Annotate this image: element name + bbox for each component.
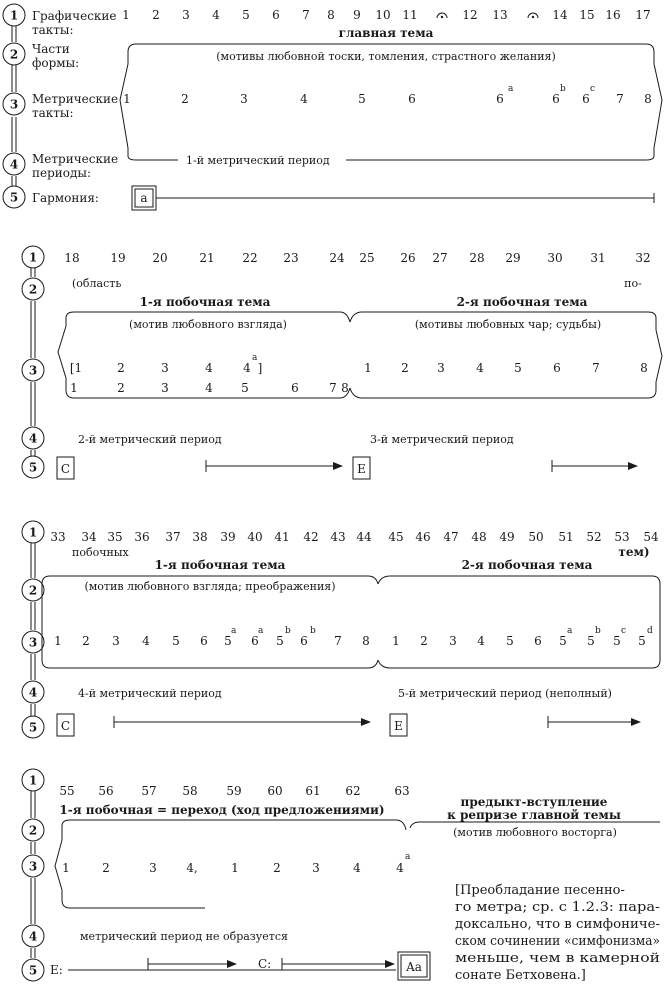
svg-text:5: 5: [9, 190, 19, 205]
graphic-bar: 3: [182, 8, 190, 22]
graphic-bar: 39: [220, 530, 236, 544]
theme-bracket-1: [62, 820, 406, 840]
metric-bar: 2: [401, 361, 409, 375]
graphic-bar: 54: [643, 530, 659, 544]
circle-1: [22, 769, 44, 791]
metric-bar: 7: [329, 381, 337, 395]
metric-bar: 3: [161, 361, 169, 375]
metric-bar: 7: [334, 634, 342, 648]
graphic-bar: 5: [242, 8, 250, 22]
theme-bracket-2: [378, 576, 660, 600]
svg-text:2: 2: [9, 47, 19, 62]
metric-bar: 5: [613, 634, 621, 648]
svg-text:5: 5: [28, 720, 38, 735]
metric-bar: 5: [506, 634, 514, 648]
metric-bar: 3: [437, 361, 445, 375]
graphic-bar: 40: [247, 530, 263, 544]
graphic-bar: 42: [303, 530, 319, 544]
graphic-bar: 51: [558, 530, 574, 544]
svg-text:E: E: [357, 462, 366, 476]
graphic-bar: 30: [547, 251, 563, 265]
svg-text:C: C: [60, 462, 71, 476]
metric-bar: 5: [559, 634, 567, 648]
metric-sup: b: [560, 84, 566, 94]
metric-bar: [1: [69, 361, 83, 375]
harmony-a: [132, 186, 156, 210]
graphic-bar: 7: [302, 8, 310, 22]
metric-bar: 5: [241, 381, 249, 395]
metric-bars-3: [364, 361, 648, 375]
graphic-bar: 22: [242, 251, 258, 265]
metric-bar: 1: [123, 92, 131, 106]
metric-bar: 6: [534, 634, 542, 648]
graphic-bar: 55: [59, 784, 75, 798]
metric-bar: 4: [243, 361, 251, 375]
metric-bar: 4: [396, 861, 404, 875]
graphic-bar: 6: [272, 8, 280, 22]
circle-2: [22, 819, 44, 841]
graphic-bar: 33: [50, 530, 66, 544]
graphic-bar: 4: [212, 8, 220, 22]
circle-1: [22, 521, 44, 543]
metric-bar: 7: [592, 361, 600, 375]
svg-text:1: 1: [9, 8, 19, 23]
graphic-bar: 59: [226, 784, 242, 798]
graphic-bar: 10: [375, 8, 391, 22]
metric-sup: a: [231, 626, 237, 636]
arrow-head-icon: [631, 718, 641, 726]
label-graphic-bars-2: такты:: [32, 23, 74, 37]
metric-period-2: 2-й метрический период: [78, 433, 222, 446]
metric-bar: 4: [476, 361, 484, 375]
graphic-bar: 27: [432, 251, 448, 265]
label-metric-periods-2: периоды:: [32, 166, 91, 180]
svg-text:4: 4: [9, 157, 19, 172]
graphic-bar: 9: [353, 8, 361, 22]
graphic-bar: 58: [182, 784, 198, 798]
metric-bar: 6: [496, 92, 504, 106]
graphic-bar: 49: [499, 530, 515, 544]
graphic-bar: 16: [605, 8, 621, 22]
circle-5: [22, 959, 44, 981]
metric-sup: b: [310, 626, 316, 636]
metric-bar: 4: [142, 634, 150, 648]
section-1: [3, 4, 662, 210]
metric-sup: c: [590, 84, 596, 94]
graphic-bar: 25: [359, 251, 375, 265]
metric-bar: 3: [449, 634, 457, 648]
svg-text:C: C: [60, 719, 71, 733]
metric-bar: 6: [582, 92, 590, 106]
svg-text:сонате Бетховена.]: сонате Бетховена.]: [455, 968, 586, 983]
theme-secondary-2: 2-я побочная тема: [461, 558, 593, 572]
svg-text:5: 5: [28, 963, 38, 978]
svg-text:Aa: Aa: [406, 960, 422, 974]
motive-main: (мотивы любовной тоски, томления, страстного желания): [216, 50, 556, 63]
svg-text:4: 4: [28, 685, 38, 700]
label-form-parts-1: Части: [32, 42, 70, 56]
graphic-bar: 50: [528, 530, 544, 544]
svg-text:2: 2: [28, 823, 38, 838]
motive-rapture: (мотив любовного восторга): [453, 826, 617, 839]
metric-bar: 1: [54, 634, 62, 648]
arrow-head-icon: [628, 462, 638, 470]
metric-bar: 3: [149, 861, 157, 875]
motive-secondary-1: (мотив любовного взгляда): [129, 318, 287, 331]
svg-text:3: 3: [28, 363, 38, 378]
svg-text:a: a: [140, 191, 148, 205]
area-label: (область: [72, 277, 122, 290]
metric-sup: b: [595, 626, 601, 636]
graphic-bars-4: [59, 784, 409, 798]
circle-3: [22, 359, 44, 381]
graphic-bar: 14: [552, 8, 568, 22]
metric-bar: 8: [341, 381, 349, 395]
circle-3: [22, 855, 44, 877]
metric-bar: 2: [102, 861, 110, 875]
svg-text:3: 3: [28, 635, 38, 650]
graphic-bar: 41: [274, 530, 290, 544]
metric-sup: c: [621, 626, 627, 636]
metric-bar: 6: [553, 361, 561, 375]
label-form-parts-2: формы:: [32, 56, 80, 70]
harmony-c: [57, 457, 74, 479]
metric-bar: 2: [117, 361, 125, 375]
circle-2: [22, 278, 44, 300]
metric-bar: 1: [70, 381, 78, 395]
graphic-bar: 21: [199, 251, 215, 265]
metric-bar: 5: [224, 634, 232, 648]
metric-bars-1: [123, 84, 652, 106]
pre-dominant-title-2: к репризе главной темы: [447, 808, 621, 822]
graphic-bar: 48: [471, 530, 487, 544]
metric-bar: 4: [205, 381, 213, 395]
metric-bar: 7: [616, 92, 624, 106]
section-4: [22, 769, 660, 983]
metric-period-3: 3-й метрический период: [370, 433, 514, 446]
harmony-aa: [398, 952, 430, 980]
graphic-bar: 28: [469, 251, 485, 265]
graphic-bar: 23: [283, 251, 299, 265]
themes-word-end: тем): [618, 545, 650, 559]
graphic-bar: 29: [505, 251, 521, 265]
circle-3: [3, 93, 25, 115]
metric-bar: 1: [231, 861, 239, 875]
metric-bar: 1: [62, 861, 70, 875]
theme-secondary-1: 1-я побочная тема: [154, 558, 286, 572]
circle-2: [3, 43, 25, 65]
metric-bar: 5: [587, 634, 595, 648]
graphic-bar: 35: [107, 530, 123, 544]
graphic-bar: 44: [356, 530, 372, 544]
metric-bar: 2: [181, 92, 189, 106]
harmony-e: [390, 714, 407, 736]
metric-sup: a: [258, 626, 264, 636]
metric-bar: 5: [514, 361, 522, 375]
circle-4: [22, 427, 44, 449]
metric-bar: 3: [161, 381, 169, 395]
circle-5: [3, 186, 25, 208]
graphic-bar: 37: [165, 530, 181, 544]
metric-bar: 4: [353, 861, 361, 875]
graphic-bar: 62: [345, 784, 361, 798]
graphic-bar: 26: [400, 251, 416, 265]
graphic-bar: 60: [267, 784, 283, 798]
svg-text:3: 3: [28, 859, 38, 874]
metric-bar: 8: [640, 361, 648, 375]
graphic-bar: 38: [192, 530, 208, 544]
graphic-bar: 24: [329, 251, 345, 265]
metric-bar: 3: [312, 861, 320, 875]
metric-bar: 2: [420, 634, 428, 648]
metric-bar: 6: [408, 92, 416, 106]
svg-text:доксально, что в симфониче-: доксально, что в симфониче-: [455, 917, 660, 932]
label-metric-bars-2: такты:: [32, 106, 74, 120]
svg-text:E: E: [394, 719, 403, 733]
graphic-bar: 13: [492, 8, 508, 22]
graphic-bar: 17: [635, 8, 651, 22]
arrow-head-icon: [333, 462, 343, 470]
metric-bar: 4: [205, 361, 213, 375]
pre-dominant-title-1: предыкт-вступление: [460, 795, 608, 809]
theme-secondary-2: 2-я побочная тема: [456, 295, 588, 309]
theme-main: главная тема: [338, 26, 434, 40]
metric-bars-4: [54, 626, 370, 648]
motive-secondary-1: (мотив любовного взгляда; преображения): [84, 580, 336, 593]
graphic-bars-2: [64, 251, 650, 265]
metric-sup: d: [647, 626, 653, 636]
circle-4: [22, 681, 44, 703]
metric-period-none: метрический период не образуется: [80, 930, 288, 943]
metric-bar: 4,: [186, 861, 198, 875]
secondary-themes-word: побочных: [72, 546, 129, 559]
label-metric-bars-1: Метрические: [32, 92, 119, 106]
metric-sup: b: [285, 626, 291, 636]
circle-5: [22, 716, 44, 738]
circle-1: [22, 246, 44, 268]
metric-period-4: 4-й метрический период: [78, 687, 222, 700]
metric-bar: 5: [638, 634, 646, 648]
circle-5: [22, 456, 44, 478]
metric-bar: 6: [552, 92, 560, 106]
metric-bar: 3: [112, 634, 120, 648]
arrow-head-icon: [385, 960, 395, 968]
graphic-bar: 31: [590, 251, 606, 265]
graphic-bar: 52: [586, 530, 602, 544]
graphic-bar: 61: [305, 784, 321, 798]
area-label-cont: по-: [624, 277, 642, 290]
theme-secondary-1: 1-я побочная тема: [139, 295, 271, 309]
metric-sup: a: [567, 626, 573, 636]
graphic-bar: 47: [443, 530, 459, 544]
svg-text:4: 4: [28, 431, 38, 446]
graphic-bar: 36: [134, 530, 150, 544]
metric-sup: a: [405, 852, 411, 862]
graphic-bar: 2: [152, 8, 160, 22]
harmony-c: [57, 714, 74, 736]
graphic-bar: 53: [614, 530, 630, 544]
graphic-bar: 45: [388, 530, 404, 544]
metric-bar: 6: [291, 381, 299, 395]
graphic-bar: 63: [394, 784, 410, 798]
svg-text:5: 5: [28, 460, 38, 475]
graphic-bar: 12: [462, 8, 478, 22]
graphic-bar: 1: [122, 8, 130, 22]
graphic-bar: 20: [152, 251, 168, 265]
circle-4: [3, 153, 25, 175]
svg-text:го метра; ср. с 1.2.3: пара-: го метра; ср. с 1.2.3: пара-: [455, 900, 660, 915]
harmony-e: [353, 457, 370, 479]
theme-secondary-transition: 1-я побочная = переход (ход предложениями): [59, 803, 385, 817]
svg-text:ском сочинении «симфонизма»: ском сочинении «симфонизма»: [455, 934, 660, 949]
metric-sup: a: [252, 353, 258, 363]
label-harmony: Гармония:: [32, 191, 99, 205]
metric-bar: 8: [362, 634, 370, 648]
label-graphic-bars-1: Графические: [32, 9, 117, 23]
metric-bar: 5: [358, 92, 366, 106]
metric-bar: 2: [82, 634, 90, 648]
metric-bar: 5: [172, 634, 180, 648]
metric-bars-5: [392, 626, 653, 648]
svg-text:2: 2: [28, 282, 38, 297]
graphic-bar: 57: [141, 784, 157, 798]
metric-bar: 2: [273, 861, 281, 875]
commentary-note: [455, 883, 660, 983]
harmony-c: C:: [258, 957, 272, 971]
graphic-bar: 19: [110, 251, 126, 265]
svg-text:меньше, чем в камерной: меньше, чем в камерной: [455, 951, 660, 966]
metric-bar: 6: [251, 634, 259, 648]
graphic-bar: 43: [330, 530, 346, 544]
metric-bar: 6: [300, 634, 308, 648]
metric-bar: ]: [257, 361, 263, 375]
circle-4: [22, 925, 44, 947]
metric-bar: 1: [364, 361, 372, 375]
svg-text:[Преобладание песенно-: [Преобладание песенно-: [455, 883, 625, 898]
svg-text:1: 1: [28, 250, 38, 265]
circle-3: [22, 631, 44, 653]
arrow-head-icon: [227, 960, 237, 968]
graphic-bar: 56: [98, 784, 114, 798]
metric-bar: 2: [117, 381, 125, 395]
circle-1: [3, 4, 25, 26]
metric-bar: 6: [200, 634, 208, 648]
metric-bar: 4: [300, 92, 308, 106]
arrow-head-icon: [361, 718, 371, 726]
graphic-bars-3: [50, 530, 659, 544]
svg-text:2: 2: [28, 583, 38, 598]
section-3: [22, 521, 660, 738]
graphic-bars-1: [122, 8, 650, 22]
svg-text:1: 1: [28, 525, 38, 540]
metric-period-5: 5-й метрический период (неполный): [398, 687, 612, 700]
graphic-bar: 32: [635, 251, 651, 265]
svg-text:3: 3: [9, 97, 19, 112]
graphic-bar: 46: [415, 530, 431, 544]
metric-bar: 4: [477, 634, 485, 648]
graphic-bar: 15: [579, 8, 595, 22]
metric-period-1: 1-й метрический период: [186, 154, 330, 167]
harmony-e: E:: [50, 963, 63, 977]
svg-text:4: 4: [28, 929, 38, 944]
metric-bar: 5: [276, 634, 284, 648]
label-metric-periods-1: Метрические: [32, 152, 119, 166]
metric-bar: 1: [392, 634, 400, 648]
section-2: [22, 246, 662, 479]
metric-sup: a: [508, 84, 514, 94]
metric-bars-6: [62, 852, 411, 875]
svg-text:1: 1: [28, 773, 38, 788]
metric-bars-2-top: [70, 353, 263, 375]
metric-bar: 3: [240, 92, 248, 106]
graphic-bar: 8: [327, 8, 335, 22]
graphic-bar: 18: [64, 251, 80, 265]
graphic-bar: 34: [81, 530, 97, 544]
motive-secondary-2: (мотивы любовных чар; судьбы): [414, 318, 602, 331]
metric-bars-2-bottom: [70, 381, 349, 395]
graphic-bar: 11: [402, 8, 418, 22]
metric-bar: 8: [644, 92, 652, 106]
circle-2: [22, 579, 44, 601]
